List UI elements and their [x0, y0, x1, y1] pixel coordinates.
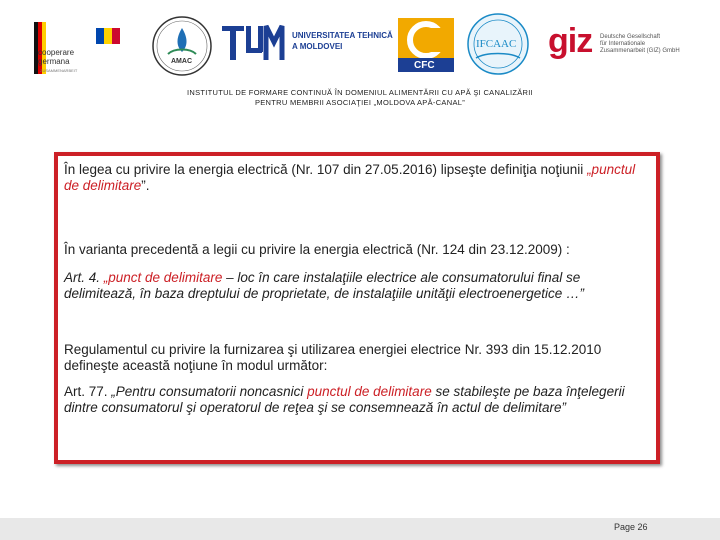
p1-end: ”.: [141, 178, 150, 193]
institute-title: [120, 88, 600, 108]
institute-title-line2: PENTRU MEMBRII ASOCIAŢIEI „MOLDOVA APĂ-CANAL”: [254, 98, 466, 107]
p3-term: „punct de delimitare: [103, 270, 223, 285]
moldova-flag-icon: [96, 28, 120, 44]
utm-emblem-icon: [220, 20, 288, 66]
logo-band: [0, 0, 720, 84]
cfc-label: CFC: [414, 60, 435, 71]
p3-prefix: Art. 4.: [64, 270, 104, 285]
paragraph-art-77: [64, 384, 650, 416]
giz-line3: Zusammenarbeit (GIZ) GmbH: [600, 48, 680, 54]
cooperation-text: [38, 48, 74, 66]
paragraph-regulation-393: Regulamentul cu privire la furnizarea şi utilizarea energiei electrice Nr. 393 din 15.12.2010 defineşte această noţiune în modul următor:: [64, 342, 602, 373]
paragraph-art-4: [64, 270, 650, 302]
giz-line1: Deutsche Gesellschaft: [600, 34, 661, 40]
utm-logo: [220, 20, 393, 66]
cooperation-line2: germana: [38, 57, 70, 66]
p3-rest: – loc în care instalaţiile electrice ale consumatorului final se delimitează, în baza dreptului de proprietate, de instalaţiile unităţii electroenergetice …”: [64, 270, 585, 301]
utm-name: [292, 30, 393, 52]
cooperare-germana-logo: [34, 22, 124, 80]
giz-wordmark: giz: [548, 22, 593, 60]
p5-a: „Pentru consumatorii noncasnici: [111, 384, 308, 399]
paragraph-law-2009: În varianta precedentă a legii cu privire la energia electrică (Nr. 124 din 23.12.2009) :: [64, 242, 570, 257]
amac-label: AMAC: [171, 58, 192, 65]
p5-term: punctul de delimitare: [307, 384, 432, 399]
institute-title-line1: INSTITUTUL DE FORMARE CONTINUĂ ÎN DOMENIUL ALIMENTĂRII CU APĂ ŞI CANALIZĂRII: [186, 88, 534, 97]
p1-term: „punctul de delimitare: [64, 162, 636, 193]
paragraph-law-2016: [64, 162, 650, 194]
page-number: Page 26: [614, 522, 648, 532]
amac-logo: [150, 14, 214, 78]
giz-logo: [548, 22, 688, 72]
ifcaac-label: IFCAAC: [476, 38, 517, 50]
p5-prefix: Art. 77.: [64, 384, 112, 399]
giz-name: [600, 34, 680, 55]
utm-line2: A MOLDOVEI: [292, 42, 343, 51]
footer-bar: [0, 518, 720, 540]
utm-line1: UNIVERSITATEA TEHNICĂ: [292, 31, 393, 40]
content-box: [54, 152, 660, 464]
p5-rest: se stabileşte pe baza înţelegerii dintre consumatorul şi operatorul de reţea şi se consemnează în actul de delimitare”: [64, 384, 625, 415]
amac-emblem-icon: [150, 14, 214, 78]
giz-line2: für Internationale: [600, 41, 646, 47]
cooperation-small-text: ZUSAMMENARBEIT: [40, 68, 78, 73]
cooperation-line1: cooperare: [38, 48, 75, 57]
ifcaac-logo: [466, 12, 530, 76]
cfc-logo: [396, 14, 458, 76]
p1-text: În legea cu privire la energia electrică (Nr. 107 din 27.05.2016) lipseşte definiţia noţiunii: [64, 162, 588, 177]
